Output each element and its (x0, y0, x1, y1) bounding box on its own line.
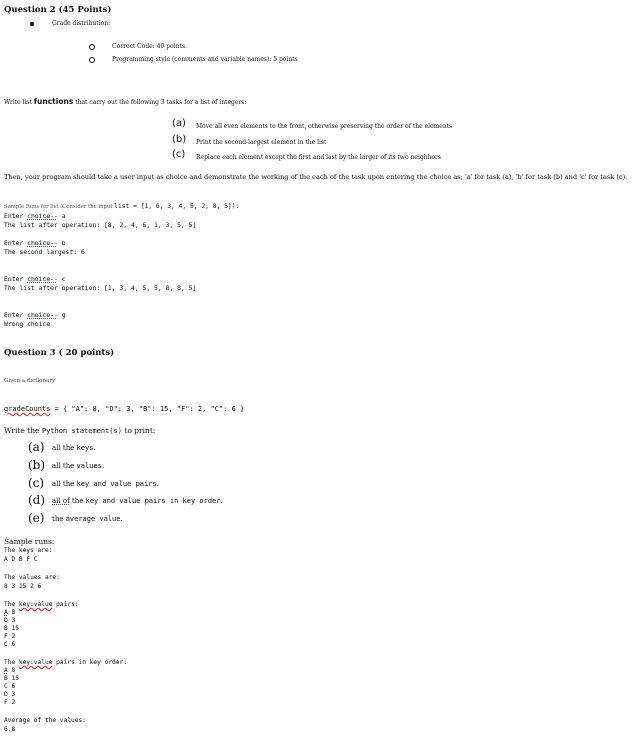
sample-run-c: Enter choice-- c The list after operation: [1, 3, 4, 5, 5, 8, 8, 5] (4, 275, 197, 292)
item-text: all the key and value pairs. (52, 480, 159, 488)
circle-bullet-icon (89, 57, 95, 63)
question-3-title: Question 3 ( 20 points) (4, 348, 115, 358)
question-2-title: Question 2 (45 Points) (4, 5, 112, 15)
item-text: all the values. (52, 462, 105, 470)
task-label: (c) (172, 149, 186, 160)
task-intro: Write list functions that carry out the following 3 tasks for a list of integers: (4, 97, 247, 106)
sample-run-a: Enter choice-- a The list after operation: [8, 2, 4, 6, 1, 3, 5, 5] (4, 212, 197, 229)
sample-run-b: Enter choice-- b The second largest: 6 (4, 239, 85, 256)
task-text: Move all even elements to the front, otherwise preserving the order of the elements (196, 123, 453, 130)
item-label: (c) (28, 476, 45, 490)
task-label: (b) (172, 134, 187, 145)
circle-bullet-icon (89, 44, 95, 50)
task-label: (a) (172, 118, 186, 129)
item-label: (b) (28, 458, 46, 472)
item-text: all of the key and value pairs in key order. (52, 497, 223, 505)
item-label: (d) (28, 493, 46, 507)
write-statement: Write the Python statement(s) to print: (4, 426, 156, 435)
item-text: all the keys. (52, 444, 96, 452)
task-text: Print the second-largest element in the list (196, 139, 327, 146)
dictionary-definition: gradeCounts = { "A": 8, "D": 3, "B": 15, "F": 2, "C": 6 } (4, 405, 245, 413)
task-text: Replace each element except the first and last by the larger of its two neighbors (196, 154, 441, 161)
item-text: the average value. (52, 515, 123, 523)
item-label: (e) (28, 511, 45, 525)
sample-runs-label: Sample Runs for list (Consider the input list = [1, 6, 3, 4, 5, 2, 8, 5]): (4, 203, 240, 210)
grade-distribution-heading: Grade distribution: (52, 20, 111, 27)
sample-output: The keys are: A D B F C The values are: 8 3 15 2 6 The key:value pairs: A 8 D 3 B 15 F 2 C 6 The key:value pairs in key order: A 8 B 15 C 6 D 3 F 2 Average of the values: 6.8 (4, 547, 127, 733)
choice-instructions: Then, your program should take a user input as choice and demonstrate the working of the each of the task upon entering the choice as; 'a' for task (a), 'b' for task (b) and 'c' for task (c). (4, 173, 628, 181)
given-dictionary: Given a dictionary (4, 378, 56, 384)
grade-item: Programming style (comments and variable names): 5 points (112, 56, 298, 63)
sample-run-g: Enter choice-- g Wrong choice (4, 311, 66, 328)
sample-runs-heading: Sample runs: (4, 537, 55, 546)
bullet-icon (30, 22, 34, 26)
grade-item: Correct Code: 40 points. (112, 43, 187, 50)
item-label: (a) (28, 440, 45, 454)
